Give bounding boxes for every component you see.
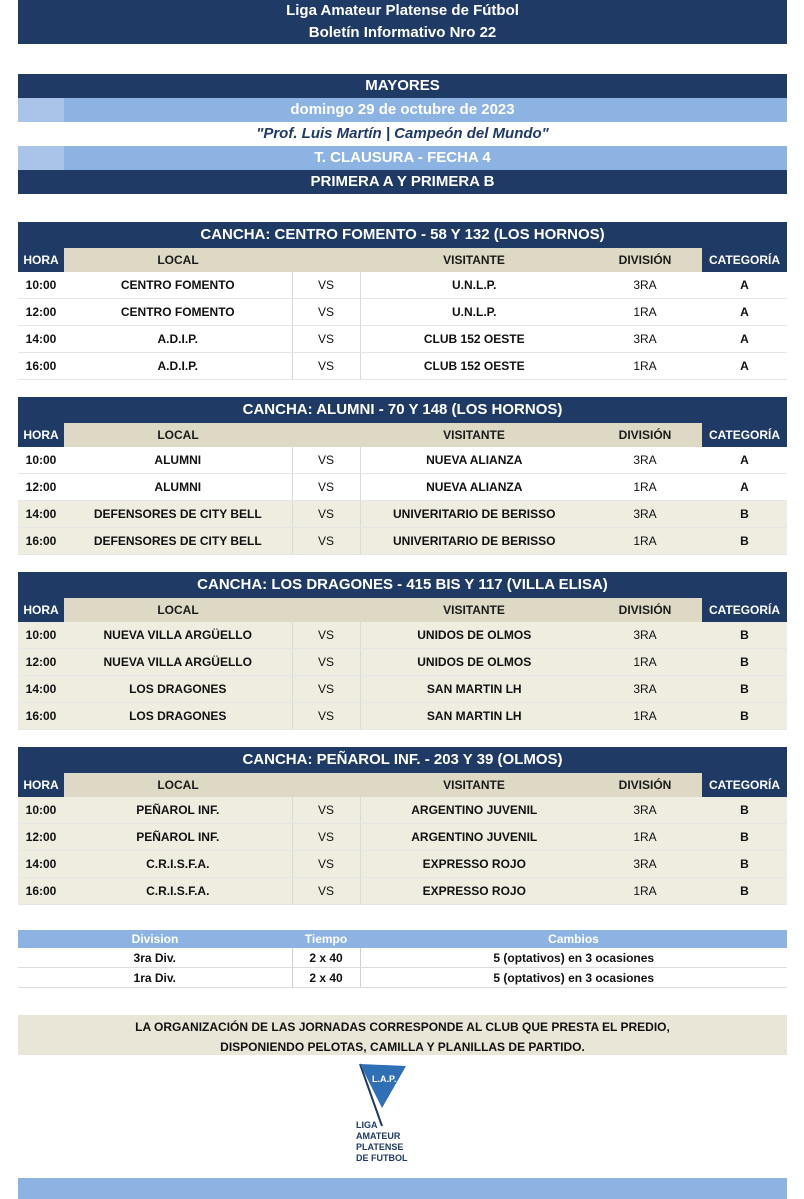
match-division: 1RA [588,474,702,501]
column-header-local: LOCAL [64,598,292,622]
match-category: A [702,353,787,380]
court-section [18,222,787,380]
versus-label: VS [292,528,360,555]
column-header-visitante: VISITANTE [360,423,588,447]
match-division: 1RA [588,878,702,905]
column-header-blank [292,773,360,797]
home-team: PEÑAROL INF. [64,824,292,851]
versus-label: VS [292,474,360,501]
match-time: 16:00 [18,353,64,380]
column-header-division: DIVISIÓN [588,248,702,272]
column-header-blank [292,423,360,447]
note-line-1: LA ORGANIZACIÓN DE LAS JORNADAS CORRESPONDE AL CLUB QUE PRESTA EL PREDIO, [135,1020,670,1034]
match-time: 10:00 [18,622,64,649]
away-team: SAN MARTIN LH [360,703,588,730]
column-header-division: DIVISIÓN [588,598,702,622]
match-category: A [702,474,787,501]
column-header-categoria: CATEGORÍA [702,773,787,797]
match-category: A [702,299,787,326]
match-time: 16:00 [18,878,64,905]
match-time: 10:00 [18,447,64,474]
footer-bar [18,1178,787,1199]
home-team: NUEVA VILLA ARGÜELLO [64,622,292,649]
logo-line-3: PLATENSE [356,1142,404,1152]
match-division: 1RA [588,703,702,730]
away-team: UNIDOS DE OLMOS [360,622,588,649]
fixtures-table [18,248,787,380]
column-header-visitante: VISITANTE [360,248,588,272]
home-team: C.R.I.S.F.A. [64,878,292,905]
column-header-division: DIVISIÓN [588,773,702,797]
column-header-hora: HORA [18,773,64,797]
match-row [18,649,787,676]
versus-label: VS [292,851,360,878]
home-team: CENTRO FOMENTO [64,299,292,326]
match-time: 16:00 [18,703,64,730]
logo-line-1: LIGA [356,1120,378,1130]
match-row [18,474,787,501]
versus-label: VS [292,676,360,703]
summary-changes: 5 (optativos) en 3 ocasiones [360,948,787,968]
info-bands [18,74,787,194]
match-row [18,878,787,905]
away-team: ARGENTINO JUVENIL [360,824,588,851]
column-header-division: DIVISIÓN [588,423,702,447]
home-team: CENTRO FOMENTO [64,272,292,299]
away-team: NUEVA ALIANZA [360,447,588,474]
match-time: 10:00 [18,797,64,824]
match-category: B [702,676,787,703]
away-team: EXPRESSO ROJO [360,851,588,878]
match-division: 1RA [588,353,702,380]
column-header-hora: HORA [18,248,64,272]
away-team: UNIDOS DE OLMOS [360,649,588,676]
home-team: DEFENSORES DE CITY BELL [64,528,292,555]
match-division: 1RA [588,649,702,676]
summary-row [18,948,787,968]
versus-label: VS [292,649,360,676]
match-category: B [702,528,787,555]
column-header-blank [292,248,360,272]
versus-label: VS [292,622,360,649]
logo-line-4: DE FUTBOL [356,1153,408,1163]
away-team: UNIVERITARIO DE BERISSO [360,501,588,528]
match-division: 3RA [588,501,702,528]
court-title: CANCHA: LOS DRAGONES - 415 BIS Y 117 (VILLA ELISA) [18,572,787,598]
match-time: 14:00 [18,851,64,878]
column-header-categoria: CATEGORÍA [702,248,787,272]
fixtures-table [18,773,787,905]
versus-label: VS [292,299,360,326]
match-row [18,528,787,555]
away-team: UNIVERITARIO DE BERISSO [360,528,588,555]
match-time: 16:00 [18,528,64,555]
versus-label: VS [292,878,360,905]
match-division: 3RA [588,851,702,878]
match-row [18,622,787,649]
bulletin-number: Boletín Informativo Nro 22 [308,24,497,41]
home-team: NUEVA VILLA ARGÜELLO [64,649,292,676]
court-title: CANCHA: ALUMNI - 70 Y 148 (LOS HORNOS) [18,397,787,423]
versus-label: VS [292,703,360,730]
match-row [18,676,787,703]
summary-header-division: Division [18,930,292,948]
column-header-hora: HORA [18,598,64,622]
category-band: MAYORES [18,74,787,98]
match-category: B [702,501,787,528]
column-header-hora: HORA [18,423,64,447]
match-time: 12:00 [18,649,64,676]
column-header-categoria: CATEGORÍA [702,598,787,622]
away-team: NUEVA ALIANZA [360,474,588,501]
column-header-visitante: VISITANTE [360,773,588,797]
column-header-local: LOCAL [64,773,292,797]
summary-time: 2 x 40 [292,948,360,968]
away-team: CLUB 152 OESTE [360,353,588,380]
match-time: 14:00 [18,326,64,353]
away-team: U.N.L.P. [360,299,588,326]
match-category: B [702,622,787,649]
home-team: A.D.I.P. [64,326,292,353]
home-team: ALUMNI [64,474,292,501]
match-row [18,353,787,380]
versus-label: VS [292,447,360,474]
match-division: 3RA [588,272,702,299]
match-division: 3RA [588,326,702,353]
summary-header-changes: Cambios [360,930,787,948]
match-category: A [702,326,787,353]
summary-division: 3ra Div. [18,948,292,968]
summary-header-time: Tiempo [292,930,360,948]
match-category: B [702,824,787,851]
date-band [18,98,787,122]
league-logo [352,1060,432,1178]
versus-label: VS [292,272,360,299]
logo-line-2: AMATEUR [356,1131,401,1141]
summary-changes: 5 (optativos) en 3 ocasiones [360,968,787,988]
match-category: A [702,272,787,299]
column-header-categoria: CATEGORÍA [702,423,787,447]
home-team: DEFENSORES DE CITY BELL [64,501,292,528]
home-team: A.D.I.P. [64,353,292,380]
away-team: EXPRESSO ROJO [360,878,588,905]
away-team: CLUB 152 OESTE [360,326,588,353]
logo-text [356,1120,408,1164]
match-row [18,703,787,730]
match-division: 1RA [588,528,702,555]
match-category: B [702,851,787,878]
league-name: Liga Amateur Platense de Fútbol [286,2,519,19]
match-category: B [702,649,787,676]
versus-label: VS [292,326,360,353]
match-row [18,824,787,851]
column-header-local: LOCAL [64,423,292,447]
court-title: CANCHA: CENTRO FOMENTO - 58 Y 132 (LOS HORNOS) [18,222,787,248]
summary-time: 2 x 40 [292,968,360,988]
court-section [18,572,787,730]
tournament-band [18,146,787,170]
bulletin-header [18,0,787,44]
match-time: 12:00 [18,824,64,851]
match-division: 3RA [588,676,702,703]
versus-label: VS [292,797,360,824]
fixtures-table [18,423,787,555]
home-team: C.R.I.S.F.A. [64,851,292,878]
match-division: 1RA [588,299,702,326]
column-header-local: LOCAL [64,248,292,272]
match-time: 12:00 [18,474,64,501]
court-section [18,747,787,905]
court-title: CANCHA: PEÑAROL INF. - 203 Y 39 (OLMOS) [18,747,787,773]
fixtures-table [18,598,787,730]
match-row [18,501,787,528]
column-header-visitante: VISITANTE [360,598,588,622]
match-division: 3RA [588,447,702,474]
home-team: LOS DRAGONES [64,703,292,730]
date-text: domingo 29 de octubre de 2023 [290,101,515,118]
match-row [18,272,787,299]
match-category: B [702,878,787,905]
note-line-2: DISPONIENDO PELOTAS, CAMILLA Y PLANILLAS DE PARTIDO. [220,1040,585,1054]
match-time: 12:00 [18,299,64,326]
away-team: SAN MARTIN LH [360,676,588,703]
court-section [18,397,787,555]
match-time: 14:00 [18,676,64,703]
column-header-blank [292,598,360,622]
home-team: ALUMNI [64,447,292,474]
match-division: 3RA [588,797,702,824]
match-row [18,851,787,878]
rules-summary [18,930,787,988]
match-category: A [702,447,787,474]
match-division: 3RA [588,622,702,649]
match-time: 14:00 [18,501,64,528]
match-category: B [702,797,787,824]
versus-label: VS [292,353,360,380]
versus-label: VS [292,824,360,851]
divisions-band: PRIMERA A Y PRIMERA B [18,170,787,194]
home-team: LOS DRAGONES [64,676,292,703]
dedication-band: "Prof. Luis Martín | Campeón del Mundo" [18,122,787,146]
match-row [18,447,787,474]
match-row [18,797,787,824]
match-time: 10:00 [18,272,64,299]
organization-note [18,1015,787,1055]
away-team: ARGENTINO JUVENIL [360,797,588,824]
away-team: U.N.L.P. [360,272,588,299]
home-team: PEÑAROL INF. [64,797,292,824]
tournament-text: T. CLAUSURA - FECHA 4 [314,149,491,166]
match-row [18,326,787,353]
match-division: 1RA [588,824,702,851]
flag-text: L.A.P. [372,1074,397,1084]
summary-row [18,968,787,988]
summary-division: 1ra Div. [18,968,292,988]
match-category: B [702,703,787,730]
match-row [18,299,787,326]
versus-label: VS [292,501,360,528]
